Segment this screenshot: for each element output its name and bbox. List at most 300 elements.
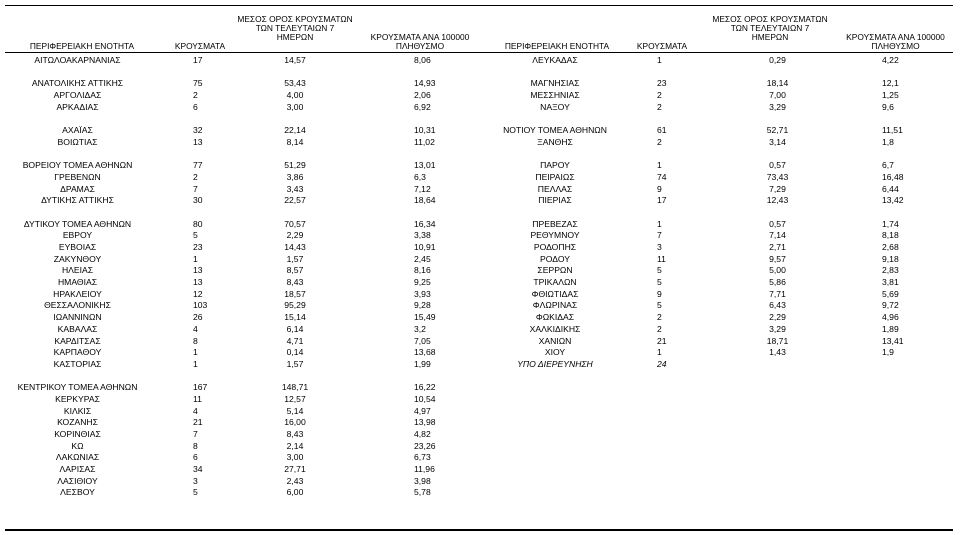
cases-per-100k: 11,02 bbox=[414, 136, 435, 147]
table-row bbox=[0, 324, 480, 336]
bottom-rule bbox=[5, 529, 953, 531]
cases-value: 5 bbox=[657, 265, 662, 276]
cases-value: 75 bbox=[193, 78, 203, 89]
region-name: ΧΑΝΙΩΝ bbox=[538, 335, 572, 346]
cases-per-100k: 8,18 bbox=[882, 230, 899, 241]
region-name: ΔΥΤΙΚΟΥ ΤΟΜΕΑ ΑΘΗΝΩΝ bbox=[23, 218, 132, 229]
blank-row bbox=[0, 149, 480, 161]
seven-day-average: 6,43 bbox=[769, 300, 786, 311]
region-name: ΓΡΕΒΕΝΩΝ bbox=[54, 171, 101, 182]
region-name: ΛΑΡΙΣΑΣ bbox=[59, 464, 96, 475]
region-name: ΜΑΓΝΗΣΙΑΣ bbox=[530, 78, 580, 89]
region-name: ΑΧΑΪΑΣ bbox=[62, 125, 93, 136]
seven-day-average: 2,29 bbox=[286, 230, 304, 241]
region-name: ΚΕΡΚΥΡΑΣ bbox=[55, 393, 100, 404]
cases-per-100k: 23,26 bbox=[414, 440, 436, 451]
seven-day-average: 22,14 bbox=[284, 125, 306, 136]
region-name: ΦΘΙΩΤΙΔΑΣ bbox=[531, 288, 579, 299]
table-row bbox=[0, 487, 480, 499]
region-name: ΛΑΣΙΘΙΟΥ bbox=[57, 475, 98, 486]
cases-value: 24 bbox=[657, 358, 667, 369]
cases-value: 6 bbox=[193, 101, 198, 112]
seven-day-average: 7,00 bbox=[769, 90, 786, 101]
cases-per-100k: 15,49 bbox=[414, 312, 436, 323]
seven-day-average: 3,86 bbox=[286, 171, 304, 182]
seven-day-average: 12,43 bbox=[766, 195, 789, 206]
seven-day-average: 27,71 bbox=[284, 464, 306, 475]
region-name: ΦΛΩΡΙΝΑΣ bbox=[532, 300, 578, 311]
cases-per-100k: 3,38 bbox=[414, 230, 431, 241]
seven-day-average: 7,29 bbox=[769, 183, 786, 194]
header-rule bbox=[5, 52, 953, 53]
cases-value: 21 bbox=[657, 335, 667, 346]
cases-value: 1 bbox=[193, 253, 198, 264]
seven-day-average: 95,29 bbox=[284, 300, 306, 311]
cases-per-100k: 9,28 bbox=[414, 300, 431, 311]
cases-value: 8 bbox=[193, 440, 198, 451]
top-rule bbox=[5, 5, 953, 6]
region-name: ΑΝΑΤΟΛΙΚΗΣ ΑΤΤΙΚΗΣ bbox=[31, 78, 124, 89]
region-name: ΡΟΔΟΠΗΣ bbox=[533, 242, 577, 252]
cases-per-100k: 1,89 bbox=[882, 323, 899, 334]
table-row bbox=[0, 429, 480, 441]
cases-value: 17 bbox=[193, 55, 203, 65]
cases-value: 2 bbox=[657, 136, 662, 147]
table-row bbox=[480, 78, 960, 90]
cases-value: 5 bbox=[193, 487, 198, 498]
region-name: ΘΕΣΣΑΛΟΝΙΚΗΣ bbox=[44, 300, 111, 311]
cases-value: 1 bbox=[657, 55, 662, 65]
seven-day-average: 7,14 bbox=[769, 230, 786, 241]
region-name: ΑΡΓΟΛΙΔΑΣ bbox=[53, 90, 102, 101]
blank-row bbox=[0, 371, 480, 383]
cases-per-100k: 10,54 bbox=[414, 393, 436, 404]
table-row bbox=[480, 300, 960, 312]
region-name: ΠΙΕΡΙΑΣ bbox=[538, 195, 572, 206]
region-name: ΒΟΡΕΙΟΥ ΤΟΜΕΑ ΑΘΗΝΩΝ bbox=[22, 160, 133, 171]
seven-day-average: 7,71 bbox=[769, 288, 786, 299]
cases-per-100k: 2,06 bbox=[414, 90, 431, 101]
seven-day-average: 3,29 bbox=[769, 323, 786, 334]
cases-value: 7 bbox=[193, 429, 198, 439]
table-row bbox=[0, 336, 480, 348]
region-name: ΑΡΚΑΔΙΑΣ bbox=[56, 101, 99, 112]
region-name: ΚΟΖΑΝΗΣ bbox=[57, 417, 98, 428]
cases-per-100k: 13,98 bbox=[414, 417, 436, 428]
region-name: ΕΒΡΟΥ bbox=[62, 230, 93, 241]
table-row bbox=[0, 78, 480, 90]
seven-day-average: 148,71 bbox=[281, 382, 309, 393]
table-row bbox=[0, 441, 480, 453]
cases-value: 8 bbox=[193, 335, 198, 346]
cases-value: 13 bbox=[193, 136, 203, 147]
seven-day-average: 1,57 bbox=[286, 358, 304, 369]
cases-per-100k: 9,72 bbox=[882, 300, 899, 311]
table-row bbox=[0, 184, 480, 196]
cases-value: 5 bbox=[657, 300, 662, 311]
cases-per-100k: 2,45 bbox=[414, 253, 431, 264]
cases-value: 7 bbox=[657, 230, 662, 241]
region-name: ΔΥΤΙΚΗΣ ΑΤΤΙΚΗΣ bbox=[41, 195, 114, 206]
region-name: ΜΕΣΣΗΝΙΑΣ bbox=[530, 90, 580, 101]
cases-value: 32 bbox=[193, 125, 203, 136]
cases-per-100k: 13,68 bbox=[414, 347, 436, 358]
seven-day-average: 5,86 bbox=[769, 277, 786, 288]
cases-value: 17 bbox=[657, 195, 667, 206]
cases-per-100k: 6,44 bbox=[882, 183, 899, 194]
seven-day-average: 2,14 bbox=[286, 440, 304, 451]
seven-day-average: 8,57 bbox=[286, 265, 304, 276]
seven-day-average: 3,00 bbox=[286, 101, 304, 112]
cases-per-100k: 6,73 bbox=[414, 452, 431, 463]
cases-per-100k: 8,16 bbox=[414, 265, 431, 276]
table-row bbox=[0, 406, 480, 418]
table-row bbox=[480, 184, 960, 196]
cases-per-100k: 4,22 bbox=[882, 55, 899, 65]
table-row bbox=[480, 102, 960, 114]
region-name: ΞΑΝΘΗΣ bbox=[537, 136, 573, 147]
cases-per-100k: 3,98 bbox=[414, 475, 431, 486]
cases-per-100k: 14,93 bbox=[414, 78, 436, 89]
blank-row bbox=[480, 207, 960, 219]
table-row bbox=[0, 452, 480, 464]
table-row bbox=[480, 265, 960, 277]
region-name: ΚΕΝΤΡΙΚΟΥ ΤΟΜΕΑ ΑΘΗΝΩΝ bbox=[17, 382, 138, 393]
blank-row bbox=[0, 113, 480, 125]
seven-day-average: 3,43 bbox=[286, 183, 304, 194]
seven-day-average: 16,00 bbox=[284, 417, 306, 428]
seven-day-average: 8,14 bbox=[286, 136, 304, 147]
seven-day-average: 6,14 bbox=[286, 323, 304, 334]
seven-day-average: 1,43 bbox=[769, 347, 786, 358]
table-row bbox=[480, 195, 960, 207]
region-name: ΦΩΚΙΔΑΣ bbox=[535, 312, 575, 323]
cases-value: 77 bbox=[193, 160, 203, 171]
cases-per-100k: 11,96 bbox=[414, 464, 435, 475]
cases-per-100k: 9,25 bbox=[414, 277, 431, 288]
region-name: ΣΕΡΡΩΝ bbox=[537, 265, 573, 276]
region-name: ΠΕΙΡΑΙΩΣ bbox=[535, 171, 575, 182]
cases-per-100k: 12,1 bbox=[882, 78, 899, 89]
seven-day-average: 18,14 bbox=[766, 78, 789, 89]
table-row bbox=[0, 242, 480, 254]
cases-value: 103 bbox=[193, 300, 208, 311]
table-row bbox=[0, 160, 480, 172]
blank-row bbox=[480, 149, 960, 161]
table-row bbox=[0, 55, 480, 67]
region-name: ΛΑΚΩΝΙΑΣ bbox=[55, 452, 100, 463]
region-name: ΔΡΑΜΑΣ bbox=[60, 183, 95, 194]
table-row bbox=[0, 137, 480, 149]
region-name: ΛΕΥΚΑΔΑΣ bbox=[532, 55, 578, 65]
table-row bbox=[0, 382, 480, 394]
cases-per-100k: 4,96 bbox=[882, 312, 899, 323]
seven-day-average: 2,29 bbox=[769, 312, 786, 323]
seven-day-average: 12,57 bbox=[284, 393, 306, 404]
region-name: ΚΩ bbox=[71, 440, 84, 451]
cases-per-100k: 3,81 bbox=[882, 277, 899, 288]
cases-per-100k: 10,91 bbox=[414, 242, 436, 252]
header-region-left: ΠΕΡΙΦΕΡΕΙΑΚΗ ΕΝΟΤΗΤΑ bbox=[29, 41, 135, 51]
region-name: ΠΕΛΛΑΣ bbox=[537, 183, 573, 194]
cases-value: 2 bbox=[657, 312, 662, 323]
table-row bbox=[0, 394, 480, 406]
region-name: ΕΥΒΟΙΑΣ bbox=[58, 242, 97, 252]
cases-value: 2 bbox=[657, 101, 662, 112]
cases-per-100k: 1,9 bbox=[882, 347, 894, 358]
cases-value: 12 bbox=[193, 288, 203, 299]
region-name: ΠΑΡΟΥ bbox=[540, 160, 570, 171]
cases-value: 2 bbox=[657, 323, 662, 334]
cases-value: 11 bbox=[657, 253, 666, 264]
seven-day-average: 4,00 bbox=[286, 90, 304, 101]
region-name: ΗΜΑΘΙΑΣ bbox=[57, 277, 98, 288]
cases-per-100k: 1,8 bbox=[882, 136, 894, 147]
cases-per-100k: 16,48 bbox=[882, 171, 904, 182]
header-per100k-right: ΚΡΟΥΣΜΑΤΑ ΑΝΑ 100000 ΠΛΗΘΥΣΜΟ bbox=[846, 32, 945, 52]
cases-per-100k: 1,99 bbox=[414, 358, 431, 369]
cases-per-100k: 7,05 bbox=[414, 335, 431, 346]
table-row bbox=[480, 359, 960, 371]
region-name: ΖΑΚΥΝΘΟΥ bbox=[53, 253, 102, 264]
region-name: ΝΑΞΟΥ bbox=[540, 101, 570, 112]
region-name: ΒΟΙΩΤΙΑΣ bbox=[57, 136, 98, 147]
cases-value: 23 bbox=[657, 78, 667, 89]
region-name: ΚΑΡΠΑΘΟΥ bbox=[53, 347, 102, 358]
cases-value: 61 bbox=[657, 125, 667, 136]
seven-day-average: 70,57 bbox=[284, 218, 306, 229]
cases-per-100k: 6,3 bbox=[414, 171, 426, 182]
table-row bbox=[0, 312, 480, 324]
seven-day-average: 2,43 bbox=[286, 475, 304, 486]
seven-day-average: 5,00 bbox=[769, 265, 786, 276]
region-name: ΥΠΟ ΔΙΕΡΕΥΝΗΣΗ bbox=[517, 358, 593, 369]
cases-per-100k: 6,7 bbox=[882, 160, 894, 171]
seven-day-average: 9,57 bbox=[769, 253, 786, 264]
cases-value: 2 bbox=[193, 171, 198, 182]
region-name: ΧΑΛΚΙΔΙΚΗΣ bbox=[529, 323, 581, 334]
region-name: ΡΕΘΥΜΝΟΥ bbox=[530, 230, 580, 241]
region-name: ΛΕΣΒΟΥ bbox=[60, 487, 95, 498]
region-name: ΙΩΑΝΝΙΝΩΝ bbox=[53, 312, 102, 323]
cases-per-100k: 16,34 bbox=[414, 218, 436, 229]
table-row bbox=[480, 172, 960, 184]
seven-day-average: 2,71 bbox=[769, 242, 786, 252]
table-row bbox=[480, 125, 960, 137]
cases-value: 3 bbox=[193, 475, 198, 486]
region-name: ΑΙΤΩΛΟΑΚΑΡΝΑΝΙΑΣ bbox=[34, 55, 121, 65]
seven-day-average: 1,57 bbox=[286, 253, 304, 264]
seven-day-average: 0,29 bbox=[769, 55, 786, 65]
seven-day-average: 53,43 bbox=[284, 78, 306, 89]
table-row bbox=[480, 90, 960, 102]
cases-per-100k: 13,01 bbox=[414, 160, 436, 171]
cases-value: 167 bbox=[193, 382, 208, 393]
cases-value: 3 bbox=[657, 242, 662, 252]
cases-value: 34 bbox=[193, 464, 203, 475]
table-row bbox=[480, 347, 960, 359]
seven-day-average: 6,00 bbox=[286, 487, 304, 498]
region-name: ΝΟΤΙΟΥ ΤΟΜΕΑ ΑΘΗΝΩΝ bbox=[503, 125, 607, 136]
seven-day-average: 4,71 bbox=[286, 335, 304, 346]
region-name: ΚΑΒΑΛΑΣ bbox=[57, 323, 98, 334]
blank-row bbox=[480, 113, 960, 125]
table-row bbox=[0, 90, 480, 102]
seven-day-average: 14,43 bbox=[284, 242, 306, 252]
table-row bbox=[0, 289, 480, 301]
seven-day-average: 18,71 bbox=[766, 335, 789, 346]
cases-value: 4 bbox=[193, 405, 198, 416]
region-name: ΗΛΕΙΑΣ bbox=[61, 265, 94, 276]
right-table bbox=[480, 55, 960, 371]
seven-day-average: 8,43 bbox=[286, 429, 304, 439]
cases-per-100k: 8,06 bbox=[414, 55, 431, 65]
cases-per-100k: 7,12 bbox=[414, 183, 431, 194]
cases-per-100k: 9,6 bbox=[882, 101, 894, 112]
header-average-left: ΜΕΣΟΣ ΟΡΟΣ ΚΡΟΥΣΜΑΤΩΝ ΤΩΝ ΤΕΛΕΥΤΑΙΩΝ 7 ΗΜΕΡΩΝ bbox=[237, 14, 353, 43]
table-row bbox=[0, 417, 480, 429]
table-row bbox=[0, 476, 480, 488]
table-row bbox=[480, 242, 960, 254]
seven-day-average: 0,57 bbox=[769, 218, 786, 229]
blank-row bbox=[0, 207, 480, 219]
cases-value: 1 bbox=[193, 358, 198, 369]
cases-value: 9 bbox=[657, 288, 662, 299]
region-name: ΗΡΑΚΛΕΙΟΥ bbox=[53, 288, 102, 299]
seven-day-average: 14,57 bbox=[284, 55, 306, 65]
cases-value: 2 bbox=[657, 90, 662, 101]
cases-value: 2 bbox=[193, 90, 198, 101]
table-row bbox=[480, 160, 960, 172]
table-row bbox=[0, 219, 480, 231]
table-row bbox=[0, 125, 480, 137]
table-row bbox=[0, 102, 480, 114]
cases-per-100k: 9,18 bbox=[882, 253, 899, 264]
cases-value: 7 bbox=[193, 183, 198, 194]
seven-day-average: 22,57 bbox=[284, 195, 306, 206]
table-row bbox=[480, 55, 960, 67]
region-name: ΚΟΡΙΝΘΙΑΣ bbox=[54, 429, 101, 439]
cases-value: 74 bbox=[657, 171, 667, 182]
header-cases-right: ΚΡΟΥΣΜΑΤΑ bbox=[636, 41, 688, 51]
region-name: ΚΑΡΔΙΤΣΑΣ bbox=[54, 335, 101, 346]
cases-value: 1 bbox=[657, 347, 662, 358]
table-row bbox=[0, 195, 480, 207]
cases-value: 5 bbox=[193, 230, 198, 241]
cases-per-100k: 11,51 bbox=[882, 125, 903, 136]
cases-per-100k: 13,42 bbox=[882, 195, 904, 206]
seven-day-average: 52,71 bbox=[766, 125, 789, 136]
cases-value: 9 bbox=[657, 183, 662, 194]
seven-day-average: 0,57 bbox=[769, 160, 786, 171]
cases-per-100k: 1,25 bbox=[882, 90, 899, 101]
cases-value: 6 bbox=[193, 452, 198, 463]
seven-day-average: 3,00 bbox=[286, 452, 304, 463]
table-row bbox=[0, 277, 480, 289]
seven-day-average: 51,29 bbox=[284, 160, 306, 171]
cases-per-100k: 10,31 bbox=[414, 125, 436, 136]
cases-per-100k: 16,22 bbox=[414, 382, 436, 393]
header-average-right: ΜΕΣΟΣ ΟΡΟΣ ΚΡΟΥΣΜΑΤΩΝ ΤΩΝ ΤΕΛΕΥΤΑΙΩΝ 7 ΗΜΕΡΩΝ bbox=[712, 14, 828, 43]
region-name: ΡΟΔΟΥ bbox=[540, 253, 570, 264]
cases-per-100k: 5,78 bbox=[414, 487, 431, 498]
cases-per-100k: 6,92 bbox=[414, 101, 431, 112]
blank-row bbox=[0, 67, 480, 79]
cases-value: 13 bbox=[193, 265, 203, 276]
seven-day-average: 0,14 bbox=[286, 347, 304, 358]
region-name: ΠΡΕΒΕΖΑΣ bbox=[532, 218, 578, 229]
cases-value: 26 bbox=[193, 312, 203, 323]
header-cases-left: ΚΡΟΥΣΜΑΤΑ bbox=[174, 41, 226, 51]
cases-value: 11 bbox=[193, 393, 202, 404]
seven-day-average: 5,14 bbox=[286, 405, 304, 416]
table-row bbox=[480, 336, 960, 348]
table-row bbox=[480, 137, 960, 149]
cases-value: 21 bbox=[193, 417, 203, 428]
seven-day-average: 8,43 bbox=[286, 277, 304, 288]
table-row bbox=[480, 312, 960, 324]
cases-per-100k: 18,64 bbox=[414, 195, 436, 206]
table-row bbox=[0, 347, 480, 359]
region-name: ΧΙΟΥ bbox=[544, 347, 566, 358]
cases-value: 1 bbox=[657, 160, 662, 171]
cases-value: 30 bbox=[193, 195, 203, 206]
cases-value: 1 bbox=[657, 218, 662, 229]
header-region-right: ΠΕΡΙΦΕΡΕΙΑΚΗ ΕΝΟΤΗΤΑ bbox=[504, 41, 610, 51]
cases-value: 13 bbox=[193, 277, 203, 288]
seven-day-average: 18,57 bbox=[284, 288, 306, 299]
region-name: ΚΑΣΤΟΡΙΑΣ bbox=[53, 358, 102, 369]
header-per100k-left: ΚΡΟΥΣΜΑΤΑ ΑΝΑ 100000 ΠΛΗΘΥΣΜΟ bbox=[370, 32, 470, 52]
table-row bbox=[480, 289, 960, 301]
left-table bbox=[0, 55, 480, 499]
region-name: ΚΙΛΚΙΣ bbox=[63, 405, 92, 416]
table-row bbox=[480, 219, 960, 231]
table-row bbox=[0, 230, 480, 242]
cases-per-100k: 1,74 bbox=[882, 218, 899, 229]
seven-day-average: 15,14 bbox=[284, 312, 306, 323]
seven-day-average: 3,29 bbox=[769, 101, 786, 112]
region-name: ΤΡΙΚΑΛΩΝ bbox=[533, 277, 577, 288]
cases-value: 23 bbox=[193, 242, 203, 252]
cases-value: 80 bbox=[193, 218, 203, 229]
cases-value: 1 bbox=[193, 347, 198, 358]
table-row bbox=[0, 359, 480, 371]
cases-per-100k: 3,2 bbox=[414, 323, 426, 334]
cases-per-100k: 13,41 bbox=[882, 335, 904, 346]
seven-day-average: 3,14 bbox=[769, 136, 786, 147]
cases-per-100k: 5,69 bbox=[882, 288, 899, 299]
cases-per-100k: 2,68 bbox=[882, 242, 899, 252]
cases-per-100k: 2,83 bbox=[882, 265, 899, 276]
table-row bbox=[480, 254, 960, 266]
table-row bbox=[0, 464, 480, 476]
cases-per-100k: 4,82 bbox=[414, 429, 431, 439]
blank-row bbox=[480, 67, 960, 79]
table-row bbox=[0, 254, 480, 266]
cases-per-100k: 4,97 bbox=[414, 405, 431, 416]
cases-per-100k: 3,93 bbox=[414, 288, 431, 299]
seven-day-average: 73,43 bbox=[766, 171, 789, 182]
table-row bbox=[0, 300, 480, 312]
cases-value: 5 bbox=[657, 277, 662, 288]
table-row bbox=[480, 277, 960, 289]
table-row bbox=[0, 265, 480, 277]
table-row bbox=[0, 172, 480, 184]
table-row bbox=[480, 324, 960, 336]
cases-value: 4 bbox=[193, 323, 198, 334]
table-row bbox=[480, 230, 960, 242]
